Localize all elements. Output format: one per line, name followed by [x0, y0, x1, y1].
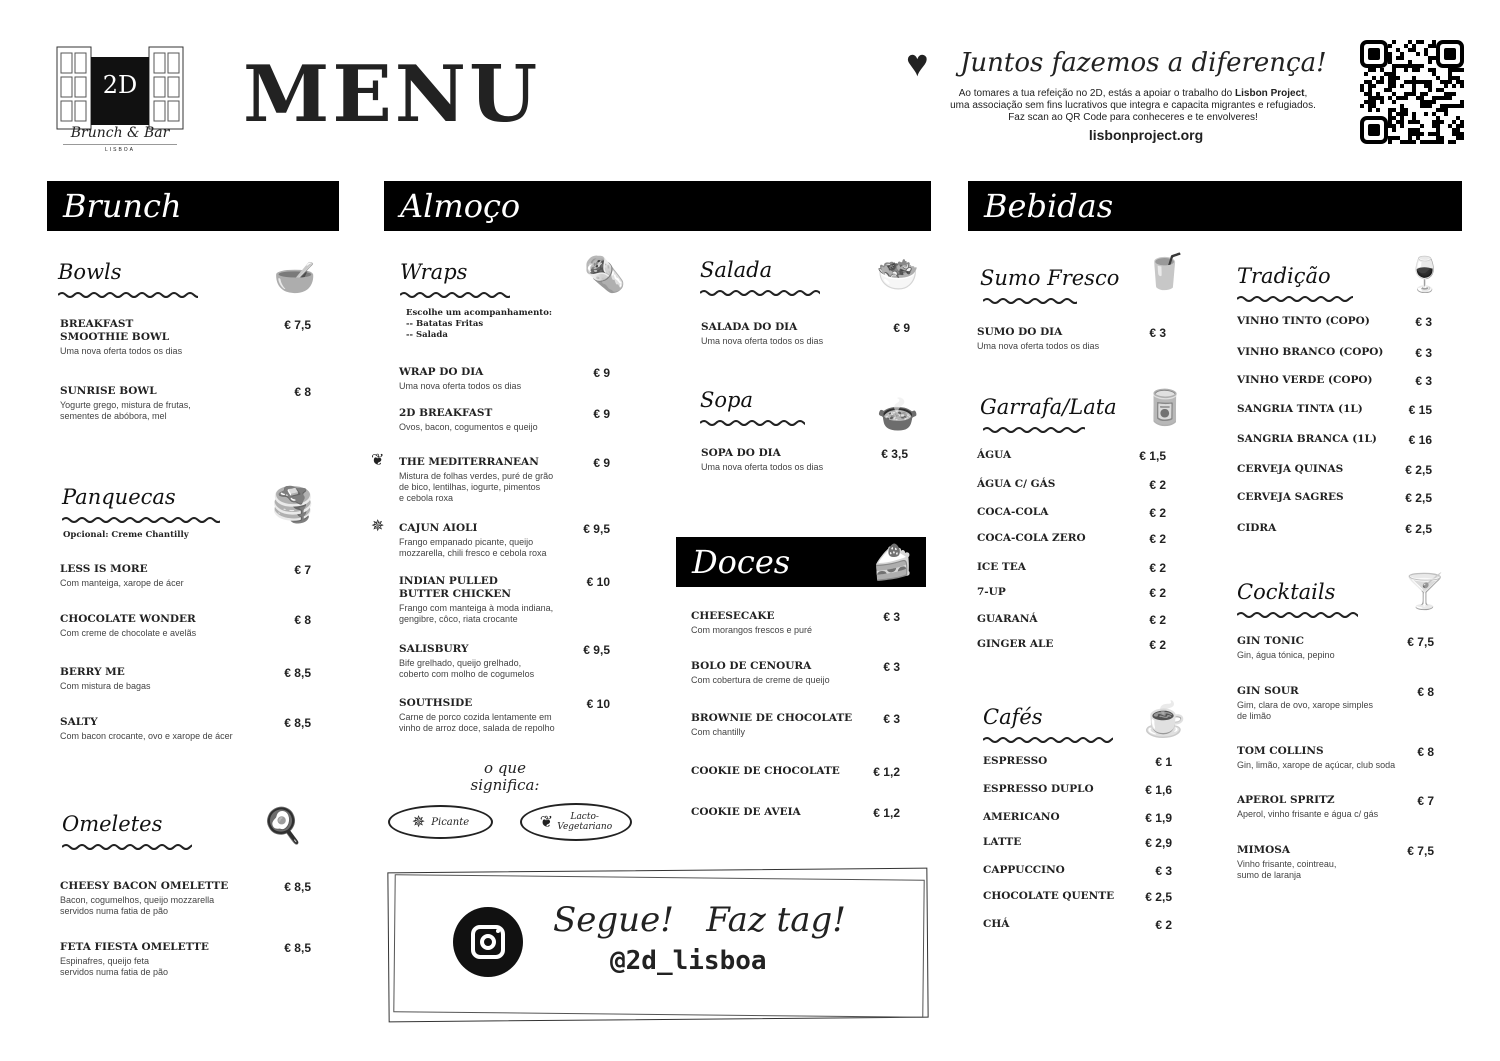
juice-icon: 🥤: [1143, 253, 1187, 291]
item-price: € 1,5: [1139, 449, 1166, 463]
item-price: € 7: [1417, 794, 1434, 808]
menu-item[interactable]: [399, 643, 610, 680]
item-name: CHEESY BACON OMELETTE: [60, 880, 229, 892]
item-name: ÁGUA C/ GÁS: [977, 478, 1056, 490]
menu-item[interactable]: [691, 610, 900, 636]
menu-item[interactable]: [399, 697, 610, 734]
menu-item[interactable]: [60, 385, 311, 422]
item-name: LATTE: [983, 836, 1022, 848]
item-price: € 8: [1417, 685, 1434, 699]
squiggle-underline: [58, 290, 198, 300]
wine-icon: 🍷: [1403, 256, 1447, 294]
menu-item[interactable]: [60, 716, 311, 742]
menu-item[interactable]: [977, 586, 1166, 599]
item-description: Frango com manteiga à moda indiana, gengibre, côco, riata crocante: [399, 603, 554, 624]
menu-item[interactable]: [60, 318, 311, 357]
menu-item[interactable]: [60, 563, 311, 589]
promo-title: Juntos fazemos a diferença!: [960, 48, 1327, 78]
menu-item[interactable]: [977, 449, 1166, 462]
item-name: BROWNIE DE CHOCOLATE: [691, 712, 853, 724]
menu-item[interactable]: [701, 321, 910, 347]
menu-item[interactable]: [60, 880, 311, 917]
leaf-icon: ❦: [539, 814, 554, 831]
qr-code[interactable]: [1360, 40, 1464, 144]
item-price: € 1,2: [873, 765, 900, 779]
squiggle-underline: [62, 515, 220, 525]
menu-item[interactable]: [1237, 491, 1432, 504]
salad-icon: 🥗: [876, 256, 920, 294]
item-name: 7-UP: [977, 586, 1006, 598]
item-description: Com manteiga, xarope de ácer: [60, 578, 184, 588]
menu-item[interactable]: [60, 613, 311, 639]
menu-item[interactable]: [1237, 463, 1432, 476]
item-price: € 9: [893, 321, 910, 335]
menu-item[interactable]: [977, 638, 1166, 651]
item-price: € 8: [294, 613, 311, 627]
item-name: COCA-COLA: [977, 506, 1049, 518]
omelette-icon: 🍳: [261, 807, 305, 845]
page-title: MENU: [243, 49, 541, 140]
item-name: SALTY: [60, 716, 98, 728]
star-icon: ✵: [371, 518, 385, 535]
menu-item[interactable]: [983, 836, 1172, 849]
menu-item[interactable]: [1237, 685, 1434, 722]
item-name: GIN SOUR: [1237, 685, 1299, 697]
item-description: Carne de porco cozida lentamente em vinho de arroz doce, salada de repolho: [399, 712, 555, 733]
item-description: Frango empanado picante, queijo mozzarella, chili fresco e cebola roxa: [399, 537, 547, 558]
item-description: Yogurte grego, mistura de frutas, sementes de abóbora, mel: [60, 400, 191, 421]
item-description: Uma nova oferta todos os dias: [701, 336, 824, 346]
item-name: CHOCOLATE WONDER: [60, 613, 196, 625]
item-name: CAJUN AIOLI: [399, 522, 478, 534]
item-name: SOUTHSIDE: [399, 697, 473, 709]
item-name: WRAP DO DIA: [399, 366, 484, 378]
bowl-icon: 🥣: [273, 259, 317, 297]
item-price: € 7,5: [284, 318, 311, 332]
menu-item[interactable]: [1237, 844, 1434, 881]
squiggle-underline: [983, 735, 1113, 745]
item-name: CERVEJA QUINAS: [1237, 463, 1344, 475]
item-price: € 2: [1149, 478, 1166, 492]
menu-item[interactable]: [983, 918, 1172, 931]
logo-tagline: Brunch & Bar: [70, 125, 170, 141]
item-price: € 3: [1415, 374, 1432, 388]
item-description: Com mistura de bagas: [60, 681, 151, 691]
item-price: € 3: [883, 712, 900, 726]
menu-item[interactable]: [1237, 374, 1432, 387]
menu-item[interactable]: [977, 506, 1166, 519]
menu-item[interactable]: [1237, 522, 1432, 535]
item-price: € 3: [1149, 326, 1166, 340]
subsection-title-salada: Salada: [700, 258, 773, 282]
item-name: COCA-COLA ZERO: [977, 532, 1086, 544]
menu-item[interactable]: [983, 755, 1172, 768]
item-description: Gim, clara de ovo, xarope simples de limão: [1237, 700, 1374, 721]
squiggle-underline: [1237, 610, 1358, 620]
soup-icon: 🍲: [876, 396, 920, 434]
item-price: € 7: [294, 563, 311, 577]
item-price: € 2: [1149, 638, 1166, 652]
squiggle-underline: [700, 418, 805, 428]
item-name: ICE TEA: [977, 561, 1026, 573]
subsection-title-omeletes: Omeletes: [62, 812, 163, 836]
item-description: Aperol, vinho frisante e água c/ gás: [1237, 809, 1379, 819]
can-icon: 🥫: [1143, 389, 1187, 427]
item-description: Com creme de chocolate e avelãs: [60, 628, 197, 638]
menu-item[interactable]: [701, 447, 908, 473]
item-price: € 2,9: [1145, 836, 1172, 850]
menu-item[interactable]: [977, 613, 1166, 626]
subsection-title-garrafa: Garrafa/Lata: [980, 395, 1117, 419]
item-price: € 2: [1149, 561, 1166, 575]
menu-item[interactable]: [60, 666, 311, 692]
subsection-title-cocktails: Cocktails: [1237, 580, 1336, 604]
item-price: € 3: [1415, 346, 1432, 360]
menu-item[interactable]: [983, 864, 1172, 877]
item-price: € 9: [593, 407, 610, 421]
item-price: € 2: [1149, 586, 1166, 600]
item-description: Bife grelhado, queijo grelhado, coberto com molho de cogumelos: [399, 658, 535, 679]
heart-icon: ♥: [906, 43, 929, 85]
item-name: APEROL SPRITZ: [1237, 794, 1335, 806]
leaf-icon: ❦: [371, 452, 385, 469]
squiggle-underline: [400, 290, 510, 300]
menu-item[interactable]: [977, 326, 1166, 352]
item-name: GINGER ALE: [977, 638, 1054, 650]
coffee-icon: ☕: [1143, 701, 1187, 739]
item-name: FETA FIESTA OMELETTE: [60, 941, 209, 953]
item-price: € 1,9: [1145, 811, 1172, 825]
item-name: CIDRA: [1237, 522, 1277, 534]
item-name: ESPRESSO: [983, 755, 1048, 767]
menu-item[interactable]: [691, 765, 900, 778]
social-cta: Segue! Faz tag!: [553, 900, 846, 940]
squiggle-underline: [62, 842, 192, 852]
menu-item[interactable]: [983, 811, 1172, 824]
cocktail-glass-icon: 🍸: [1403, 573, 1447, 611]
item-price: € 8,5: [284, 716, 311, 730]
item-name: CHÁ: [983, 918, 1010, 930]
item-name: SANGRIA BRANCA (1L): [1237, 433, 1377, 445]
item-name: GUARANÁ: [977, 613, 1038, 625]
subsection-title-sumo: Sumo Fresco: [980, 266, 1120, 290]
item-price: € 7,5: [1407, 844, 1434, 858]
item-name: THE MEDITERRANEAN: [399, 456, 539, 468]
item-price: € 10: [586, 575, 610, 589]
menu-item[interactable]: [399, 407, 610, 433]
menu-item[interactable]: [983, 783, 1172, 796]
item-description: Uma nova oferta todos os dias: [977, 341, 1100, 351]
item-price: € 3: [1155, 864, 1172, 878]
item-name: BOLO DE CENOURA: [691, 660, 812, 672]
menu-item[interactable]: [1237, 433, 1432, 446]
item-price: € 1,2: [873, 806, 900, 820]
menu-item[interactable]: [691, 660, 900, 686]
item-name: VINHO VERDE (COPO): [1237, 374, 1373, 386]
subsection-title-tradicao: Tradição: [1237, 264, 1331, 288]
divider: [63, 144, 177, 145]
item-name: SALISBURY: [399, 643, 469, 655]
item-name: CERVEJA SAGRES: [1237, 491, 1344, 503]
item-price: € 2,5: [1405, 463, 1432, 477]
menu-item[interactable]: [1237, 745, 1434, 771]
pancakes-icon: 🥞: [271, 486, 315, 524]
item-price: € 8: [294, 385, 311, 399]
item-price: € 9: [593, 366, 610, 380]
item-price: € 10: [586, 697, 610, 711]
item-price: € 2,5: [1145, 890, 1172, 904]
menu-item[interactable]: [1237, 346, 1432, 359]
item-name: COOKIE DE CHOCOLATE: [691, 765, 840, 777]
promo-text: [950, 88, 1316, 124]
item-price: € 3: [1415, 315, 1432, 329]
legend-title: o que significa:: [470, 759, 540, 794]
item-name: AMERICANO: [983, 811, 1060, 823]
item-description: Com morangos frescos e puré: [691, 625, 813, 635]
item-name: GIN TONIC: [1237, 635, 1304, 647]
section-brunch: Brunch: [47, 181, 339, 231]
star-icon: ✵: [411, 814, 426, 831]
menu-item[interactable]: [60, 941, 311, 978]
social-handle[interactable]: @2d_lisboa: [610, 946, 767, 976]
item-price: € 8: [1417, 745, 1434, 759]
item-name: ESPRESSO DUPLO: [983, 783, 1094, 795]
item-price: € 9,5: [583, 522, 610, 536]
squiggle-underline: [700, 288, 820, 298]
item-description: Mistura de folhas verdes, puré de grão de bico, lentilhas, iogurte, pimentos e cebola roxa: [399, 471, 554, 503]
menu-item[interactable]: [691, 712, 900, 738]
section-note: Escolhe um acompanhamento: -- Batatas Fritas -- Salada: [406, 308, 552, 340]
item-price: € 8,5: [284, 666, 311, 680]
section-doces: Doces: [676, 537, 926, 587]
item-name: INDIAN PULLED BUTTER CHICKEN: [399, 575, 511, 600]
menu-item[interactable]: [977, 532, 1166, 545]
subsection-title-panquecas: Panquecas: [62, 485, 176, 509]
item-name: 2D BREAKFAST: [399, 407, 493, 419]
promo-org-name: Lisbon Project: [1235, 88, 1305, 99]
section-bebidas: Bebidas: [968, 181, 1462, 231]
promo-url[interactable]: lisbonproject.org: [1088, 127, 1204, 143]
item-name: SALADA DO DIA: [701, 321, 798, 333]
cake-icon: 🍰: [871, 544, 915, 582]
item-price: € 8,5: [284, 880, 311, 894]
item-name: CAPPUCCINO: [983, 864, 1065, 876]
menu-item[interactable]: [399, 366, 610, 392]
promo-text-part: , uma associação sem fins lucrativos que integra e capacita migrantes e refugiados. Faz scan ao QR Code para conheceres e te envolveres!: [950, 88, 1316, 123]
item-price: € 2: [1149, 613, 1166, 627]
item-price: € 2: [1155, 918, 1172, 932]
item-description: Gin, água tónica, pepino: [1237, 650, 1335, 660]
item-name: LESS IS MORE: [60, 563, 148, 575]
item-description: Gin, limão, xarope de açúcar, club soda: [1237, 760, 1396, 770]
item-description: Com bacon crocante, ovo e xarope de ácer: [60, 731, 233, 741]
subsection-title-wraps: Wraps: [400, 260, 468, 284]
item-price: € 3: [883, 610, 900, 624]
item-name: BERRY ME: [60, 666, 125, 678]
squiggle-underline: [1237, 294, 1353, 304]
item-price: € 2: [1149, 506, 1166, 520]
menu-item[interactable]: [983, 890, 1172, 903]
item-description: Com cobertura de creme de queijo: [691, 675, 830, 685]
menu-item[interactable]: [977, 478, 1166, 491]
item-price: € 1: [1155, 755, 1172, 769]
item-name: VINHO BRANCO (COPO): [1237, 346, 1384, 358]
menu-item[interactable]: [399, 575, 610, 625]
item-description: Uma nova oferta todos os dias: [701, 462, 824, 472]
instagram-icon[interactable]: [453, 907, 523, 977]
item-price: € 2,5: [1405, 491, 1432, 505]
item-name: CHOCOLATE QUENTE: [983, 890, 1115, 902]
item-name: SOPA DO DIA: [701, 447, 781, 459]
item-description: Ovos, bacon, cogumentos e queijo: [399, 422, 538, 432]
item-price: € 3: [883, 660, 900, 674]
item-name: ÁGUA: [977, 449, 1012, 461]
menu-item[interactable]: [1237, 635, 1434, 661]
item-price: € 2,5: [1405, 522, 1432, 536]
item-name: TOM COLLINS: [1237, 745, 1324, 757]
legend-spicy: [388, 805, 493, 839]
section-almoco: Almoço: [384, 181, 931, 231]
legend-spicy-label: Picante: [431, 816, 470, 828]
item-name: COOKIE DE AVEIA: [691, 806, 801, 818]
item-description: Vinho frisante, cointreau, sumo de laranja: [1237, 859, 1337, 880]
subsection-title-cafes: Cafés: [983, 705, 1043, 729]
item-price: € 9: [593, 456, 610, 470]
item-price: € 15: [1408, 403, 1432, 417]
legend-vegetarian: [520, 803, 632, 841]
menu-item[interactable]: [977, 561, 1166, 574]
item-price: € 7,5: [1407, 635, 1434, 649]
item-price: € 2: [1149, 532, 1166, 546]
item-name: BREAKFAST SMOOTHIE BOWL: [60, 318, 170, 343]
logo: [55, 43, 185, 153]
item-price: € 16: [1408, 433, 1432, 447]
item-name: SANGRIA TINTA (1L): [1237, 403, 1363, 415]
wrap-icon: 🌯: [583, 256, 627, 294]
item-description: Uma nova oferta todos os dias: [399, 381, 522, 391]
item-name: VINHO TINTO (COPO): [1237, 315, 1370, 327]
item-name: SUNRISE BOWL: [60, 385, 157, 397]
menu-item[interactable]: [691, 806, 900, 819]
menu-item[interactable]: [371, 452, 610, 504]
subsection-title-bowls: Bowls: [58, 260, 122, 284]
item-price: € 9,5: [583, 643, 610, 657]
logo-text: 2D: [102, 71, 138, 99]
item-name: CHEESECAKE: [691, 610, 775, 622]
menu-item[interactable]: [1237, 315, 1432, 328]
item-price: € 3,5: [881, 447, 908, 461]
item-description: Espinafres, queijo feta servidos numa fatia de pão: [60, 956, 169, 977]
item-description: Com chantilly: [691, 727, 746, 737]
subsection-title-sopa: Sopa: [700, 388, 753, 412]
item-price: € 8,5: [284, 941, 311, 955]
item-description: Bacon, cogumelhos, queijo mozzarella servidos numa fatia de pão: [60, 895, 215, 916]
legend-vegetarian-label: Lacto-Vegetariano: [557, 812, 613, 832]
menu-item[interactable]: [1237, 794, 1434, 820]
item-name: MIMOSA: [1237, 844, 1291, 856]
item-description: Uma nova oferta todos os dias: [60, 346, 183, 356]
menu-item[interactable]: [371, 518, 610, 559]
promo-text-part: Ao tomares a tua refeição no 2D, estás a apoiar o trabalho do: [958, 88, 1236, 99]
item-name: SUMO DO DIA: [977, 326, 1063, 338]
logo-city: LISBOA: [104, 147, 136, 153]
menu-item[interactable]: [1237, 403, 1432, 416]
item-price: € 1,6: [1145, 783, 1172, 797]
squiggle-underline: [983, 296, 1077, 306]
section-note: Opcional: Creme Chantilly: [63, 530, 189, 540]
squiggle-underline: [983, 425, 1085, 435]
